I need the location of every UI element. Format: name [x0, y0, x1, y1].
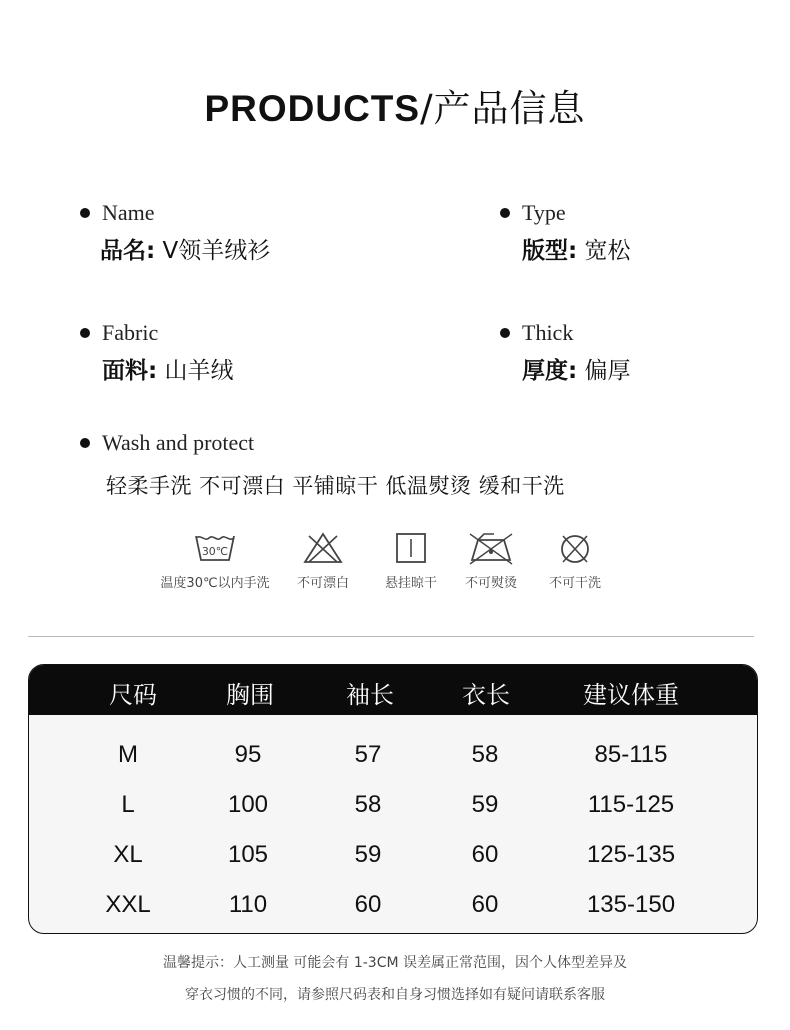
care-item-no-dry-clean — [510, 530, 640, 591]
col-header-length: 衣长 — [462, 681, 510, 709]
info-thick-value: 偏厚 — [584, 358, 631, 384]
info-thick-key: 厚度: — [522, 358, 578, 384]
bullet-icon — [80, 438, 90, 448]
cell-length: 60 — [471, 841, 499, 868]
care-caption: 不可漂白 — [296, 576, 349, 591]
cell-size: XL — [113, 841, 143, 868]
cell-sleeve: 58 — [354, 791, 382, 818]
info-type-value: 宽松 — [584, 238, 631, 264]
info-name-label: Name — [102, 200, 155, 225]
cell-size: L — [121, 791, 135, 818]
table-row — [29, 829, 757, 879]
info-type — [500, 200, 631, 265]
care-instructions: 轻柔手洗 不可漂白 平铺晾干 低温熨烫 缓和干洗 — [106, 474, 565, 498]
title-zh: 产品信息 — [433, 87, 586, 130]
info-wash-label: Wash and protect — [102, 430, 255, 455]
no-bleach-icon — [301, 530, 345, 566]
bullet-icon — [80, 328, 90, 338]
info-wash — [80, 430, 254, 456]
care-caption: 不可干洗 — [548, 576, 601, 591]
cell-length: 59 — [471, 791, 499, 818]
info-fabric-value: 山羊绒 — [164, 358, 234, 384]
note-line-2: 穿衣习惯的不同，请参照尺码表和自身习惯选择如有疑问请联系客服 — [185, 987, 605, 1003]
cell-length: 60 — [471, 891, 499, 918]
table-row — [29, 879, 757, 929]
svg-text:30℃: 30℃ — [201, 545, 229, 558]
info-fabric — [80, 320, 234, 385]
cell-chest: 105 — [227, 841, 269, 868]
info-type-key: 版型: — [522, 238, 578, 264]
cell-weight: 135-150 — [586, 891, 676, 918]
bullet-icon — [80, 208, 90, 218]
cell-chest: 95 — [234, 741, 262, 768]
info-name — [80, 200, 270, 265]
hand-wash-30-icon — [193, 530, 237, 566]
care-caption: 温度30℃以内手洗 — [160, 576, 270, 591]
cell-weight: 85-115 — [594, 741, 668, 768]
cell-sleeve: 60 — [354, 891, 382, 918]
info-type-label: Type — [522, 200, 566, 225]
bullet-icon — [500, 328, 510, 338]
cell-chest: 110 — [228, 891, 268, 918]
title-sep: / — [420, 87, 434, 130]
note-line-1: 温馨提示：人工测量 可能会有 1-3CM 误差属正常范围，因个人体型差异及 — [162, 955, 628, 971]
table-row — [29, 729, 757, 779]
care-caption: 不可熨烫 — [464, 576, 517, 591]
divider — [28, 636, 754, 637]
info-thick — [500, 320, 631, 385]
cell-size: M — [118, 741, 138, 768]
col-header-chest: 胸围 — [226, 681, 274, 709]
cell-sleeve: 57 — [354, 741, 382, 768]
info-fabric-key: 面料: — [102, 358, 158, 384]
cell-chest: 100 — [227, 791, 269, 818]
cell-weight: 115-125 — [587, 791, 675, 818]
info-name-key: 品名: — [100, 238, 156, 264]
title-en: PRODUCTS — [204, 88, 421, 129]
page-title — [0, 78, 790, 132]
bullet-icon — [500, 208, 510, 218]
table-row — [29, 779, 757, 829]
cell-length: 58 — [471, 741, 499, 768]
col-header-sleeve: 袖长 — [346, 681, 394, 709]
table-header — [29, 665, 757, 715]
info-fabric-label: Fabric — [102, 320, 159, 345]
info-name-value: V领羊绒衫 — [162, 238, 271, 264]
cell-sleeve: 59 — [354, 841, 382, 868]
info-thick-label: Thick — [522, 320, 574, 345]
size-table — [28, 664, 758, 934]
col-header-size: 尺码 — [109, 681, 157, 709]
care-caption: 悬挂晾干 — [384, 576, 437, 591]
cell-size: XXL — [105, 891, 151, 918]
col-header-weight: 建议体重 — [583, 681, 679, 709]
no-dry-clean-icon — [553, 530, 597, 566]
cell-weight: 125-135 — [586, 841, 676, 868]
